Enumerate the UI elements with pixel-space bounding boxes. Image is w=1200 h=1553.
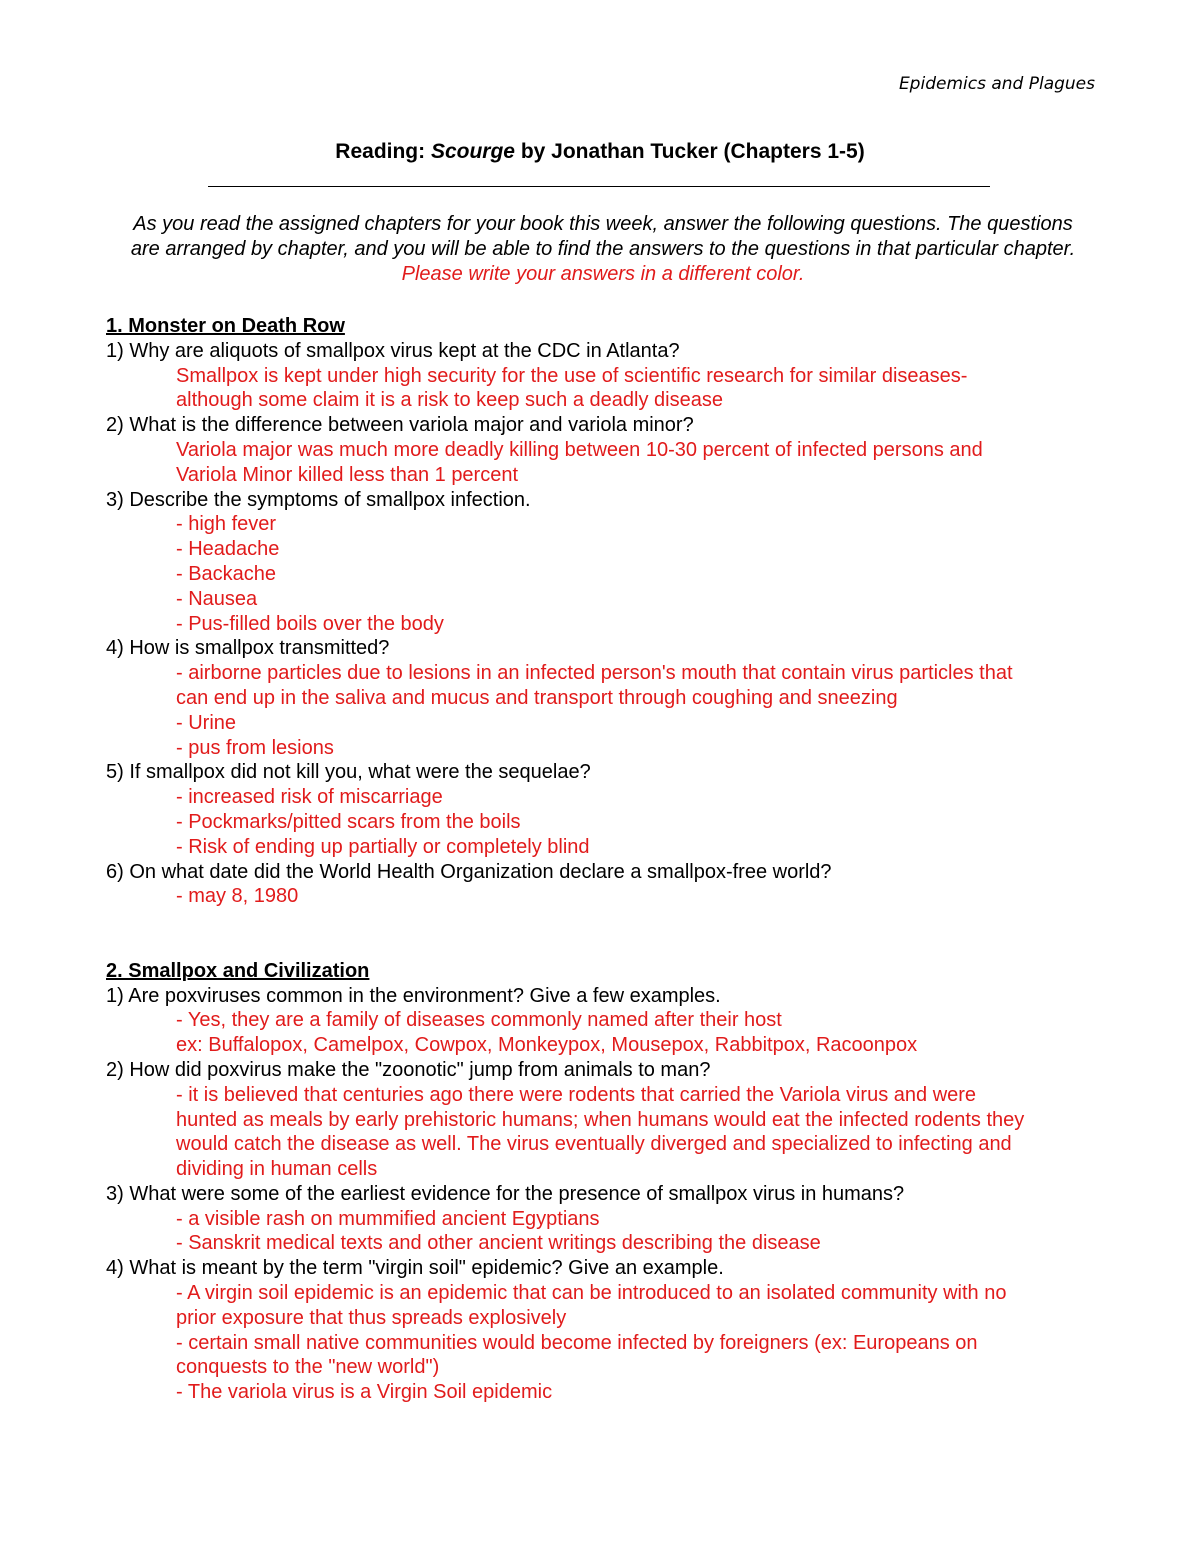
answer-line: although some claim it is a risk to keep such a deadly disease — [176, 389, 723, 412]
title-rule — [208, 186, 990, 187]
title-prefix: Reading: — [335, 140, 431, 163]
answer-line: - Yes, they are a family of diseases commonly named after their host — [176, 1009, 782, 1032]
question: 2) How did poxvirus make the "zoonotic" jump from animals to man? — [106, 1058, 711, 1081]
answer-line: - Nausea — [176, 587, 258, 610]
answer-line: - Pus-filled boils over the body — [176, 612, 444, 635]
section-title: 2. Smallpox and Civilization — [106, 959, 370, 982]
answer-line: Variola major was much more deadly killing between 10-30 percent of infected persons and — [176, 438, 983, 461]
section-spacer — [106, 909, 1106, 959]
answer-line: - Backache — [176, 562, 277, 585]
answer-line: - Risk of ending up partially or completely blind — [176, 835, 590, 858]
question: 4) What is meant by the term "virgin soil" epidemic? Give an example. — [106, 1257, 724, 1280]
question: 4) How is smallpox transmitted? — [106, 637, 390, 660]
answer-line: - it is believed that centuries ago there were rodents that carried the Variola virus and were — [176, 1083, 977, 1106]
title-book: Scourge — [430, 140, 515, 163]
answer-line: prior exposure that thus spreads explosively — [176, 1306, 567, 1329]
questions-content — [106, 314, 1106, 1405]
question: 3) What were some of the earliest evidence for the presence of smallpox virus in humans? — [106, 1182, 905, 1205]
question: 3) Describe the symptoms of smallpox infection. — [106, 488, 531, 511]
answer-line: ex: Buffalopox, Camelpox, Cowpox, Monkeypox, Mousepox, Rabbitpox, Racoonpox — [176, 1034, 918, 1057]
instructions-text: As you read the assigned chapters for your book this week, answer the following questions. The questions are arranged by chapter, and you will be able to find the answers to the questions in that particular chapter. — [130, 213, 1076, 260]
question: 5) If smallpox did not kill you, what were the sequelae? — [106, 761, 591, 784]
page-title — [0, 140, 1200, 164]
answer-line: hunted as meals by early prehistoric humans; when humans would eat the infected rodents they — [176, 1108, 1025, 1131]
answer-line: - pus from lesions — [176, 736, 334, 759]
answer-line: - Urine — [176, 711, 237, 734]
answer-line: - high fever — [176, 513, 277, 536]
question: 1) Why are aliquots of smallpox virus kept at the CDC in Atlanta? — [106, 339, 680, 362]
chapter-section — [106, 314, 1106, 909]
question: 1) Are poxviruses common in the environment? Give a few examples. — [106, 984, 721, 1007]
instructions-red-text: Please write your answers in a different color. — [401, 263, 805, 285]
answer-line: - The variola virus is a Virgin Soil epidemic — [176, 1381, 553, 1404]
chapter-section — [106, 959, 1106, 1405]
answer-line: - Pockmarks/pitted scars from the boils — [176, 810, 521, 833]
answer-line: conquests to the "new world") — [176, 1356, 440, 1379]
answer-line: - a visible rash on mummified ancient Egyptians — [176, 1207, 600, 1230]
answer-line: Variola Minor killed less than 1 percent — [176, 463, 519, 486]
answer-line: - Headache — [176, 538, 280, 561]
running-header: Epidemics and Plagues — [898, 74, 1095, 94]
answer-line: - may 8, 1980 — [176, 885, 299, 908]
question: 2) What is the difference between variola major and variola minor? — [106, 414, 694, 437]
answer-line: Smallpox is kept under high security for the use of scientific research for similar diseases- — [176, 364, 968, 387]
title-suffix: by Jonathan Tucker (Chapters 1-5) — [515, 140, 865, 163]
answer-line: can end up in the saliva and mucus and transport through coughing and sneezing — [176, 686, 898, 709]
answer-line: - certain small native communities would become infected by foreigners (ex: Europeans on — [176, 1331, 978, 1354]
answer-line: - increased risk of miscarriage — [176, 786, 443, 809]
section-title: 1. Monster on Death Row — [106, 315, 345, 337]
answer-line: dividing in human cells — [176, 1158, 378, 1181]
instructions — [118, 212, 1088, 287]
answer-line: - Sanskrit medical texts and other ancient writings describing the disease — [176, 1232, 821, 1255]
answer-line: - A virgin soil epidemic is an epidemic that can be introduced to an isolated community with no — [176, 1282, 1007, 1305]
answer-line: - airborne particles due to lesions in an infected person's mouth that contain virus particles that — [176, 662, 1013, 685]
answer-line: would catch the disease as well. The virus eventually diverged and specialized to infecting and — [176, 1133, 1012, 1156]
question: 6) On what date did the World Health Organization declare a smallpox-free world? — [106, 860, 832, 883]
